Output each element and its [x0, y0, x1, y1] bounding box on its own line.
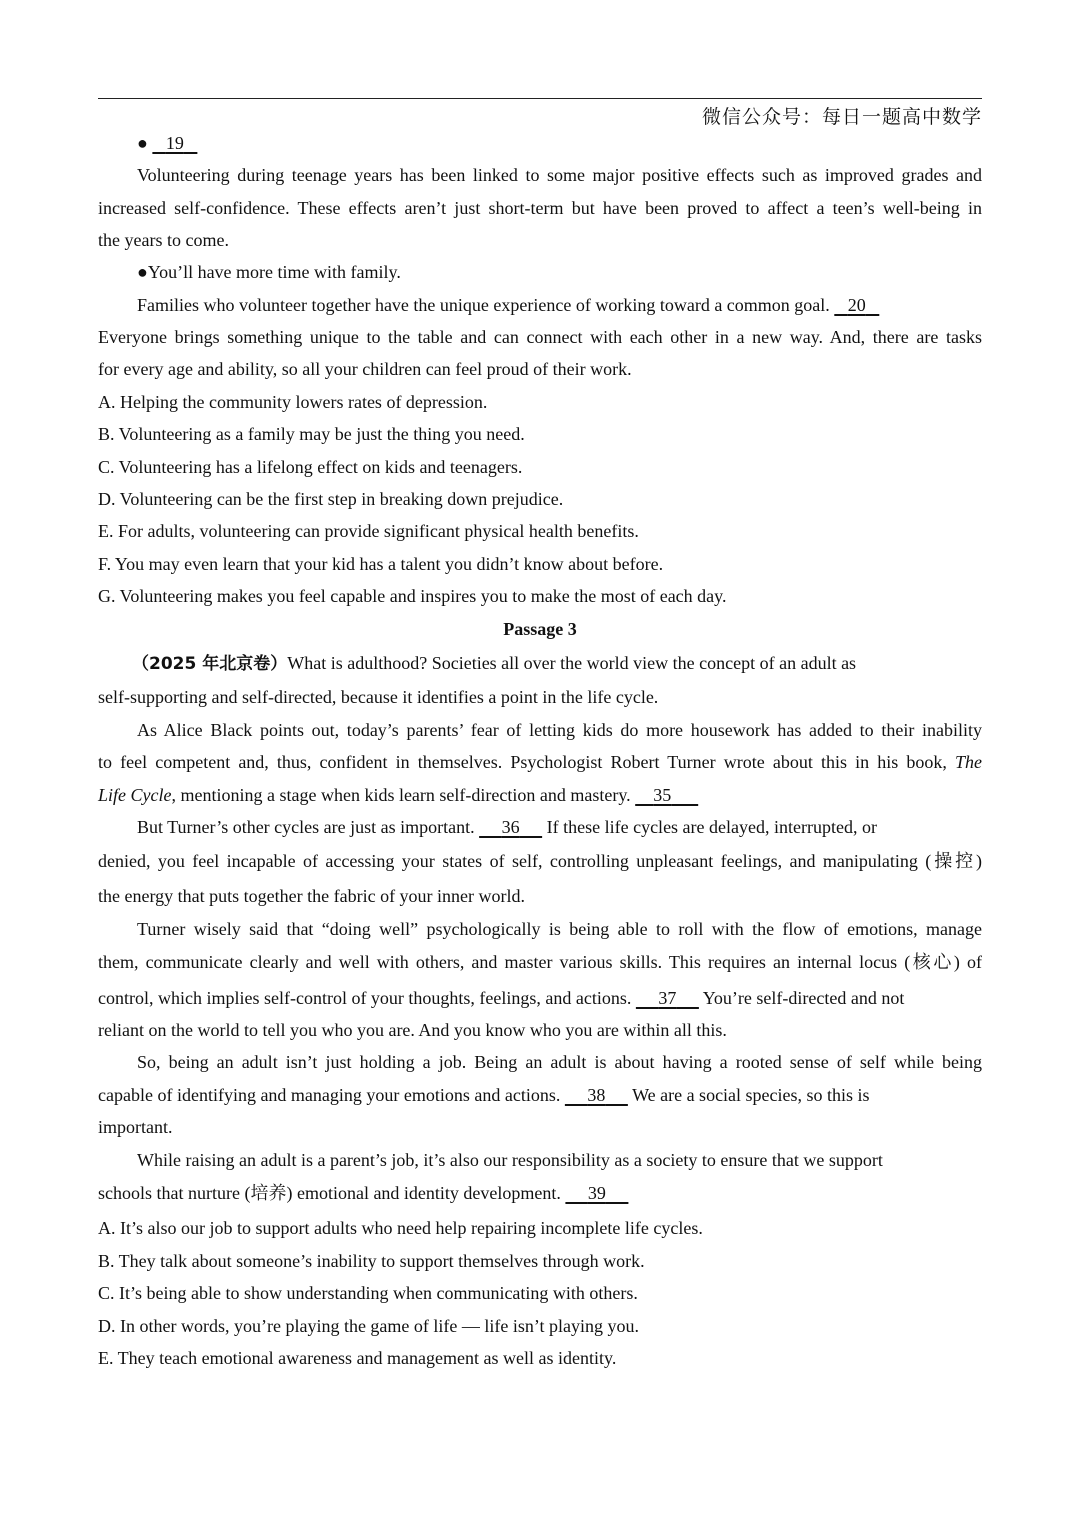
p3-para3-line1: But Turner’s other cycles are just as important. 36 If these life cycles are delayed, interrupted, or: [137, 817, 877, 837]
p3-option-e: E. They teach emotional awareness and management as well as identity.: [98, 1348, 617, 1368]
p2-option-a: A. Helping the community lowers rates of depression.: [98, 392, 488, 412]
book-title-part1: The: [955, 752, 982, 772]
blank-35: 35: [653, 785, 672, 805]
p2-option-f: F. You may even learn that your kid has a talent you didn’t know about before.: [98, 554, 664, 574]
p2-para1-line3: the years to come.: [98, 230, 229, 250]
p2-option-d: D. Volunteering can be the first step in breaking down prejudice.: [98, 489, 564, 509]
p2-para1-line2: increased self-confidence. These effects aren’t just short-term but have been proved to affect a teen’s well-being in: [98, 198, 982, 218]
p2-para2-line3: for every age and ability, so all your children can feel proud of their work.: [98, 359, 632, 379]
p2-para1-line1: Volunteering during teenage years has been linked to some major positive effects such as improved grades and: [137, 165, 982, 185]
p3-para2-line2: to feel competent and, thus, confident in themselves. Psychologist Robert Turner wrote about this in his book, The: [98, 752, 982, 772]
p3-para4-line4: reliant on the world to tell you who you are. And you know who you are within all this.: [98, 1020, 727, 1040]
p3-para5-line3: important.: [98, 1117, 173, 1137]
bullet-dot: ●: [137, 133, 148, 153]
p3-para4-line2: them, communicate clearly and well with others, and master various skills. This requires an internal locus (核心) of: [98, 952, 982, 972]
passage-title: Passage 3: [503, 619, 577, 639]
p3-para2-line1: As Alice Black points out, today’s parents’ fear of letting kids do more housework has added to their inability: [137, 720, 982, 740]
p3-option-a: A. It’s also our job to support adults who need help repairing incomplete life cycles.: [98, 1218, 703, 1238]
p3-option-d: D. In other words, you’re playing the game of life — life isn’t playing you.: [98, 1316, 640, 1336]
book-title-part2: Life Cycle: [98, 785, 172, 805]
bullet-family: ●You’ll have more time with family.: [137, 262, 401, 282]
p2-option-g: G. Volunteering makes you feel capable and inspires you to make the most of each day.: [98, 586, 727, 606]
p2-para2-line1: Families who volunteer together have the unique experience of working toward a common goal. 20: [137, 294, 982, 316]
blank-37: 37: [658, 988, 677, 1008]
blank-20: 20: [847, 295, 866, 315]
p3-para1-line2: self-supporting and self-directed, because it identifies a point in the life cycle.: [98, 687, 659, 707]
source-tag: （2025 年北京卷）: [132, 654, 288, 674]
blank-38: 38: [587, 1085, 606, 1105]
p3-option-b: B. They talk about someone’s inability to support themselves through work.: [98, 1251, 645, 1271]
blank-36: 36: [501, 817, 520, 837]
p3-option-c: C. It’s being able to show understanding when communicating with others.: [98, 1283, 638, 1303]
p2-option-e: E. For adults, volunteering can provide significant physical health benefits.: [98, 521, 639, 541]
p3-para6-line2: schools that nurture (培养) emotional and identity development. 39: [98, 1182, 982, 1204]
p3-para5-line2: capable of identifying and managing your emotions and actions. 38 We are a social species, so this is: [98, 1085, 870, 1105]
p2-option-c: C. Volunteering has a lifelong effect on kids and teenagers.: [98, 457, 523, 477]
p3-para3-line3: the energy that puts together the fabric of your inner world.: [98, 886, 526, 906]
p3-para3-line2: denied, you feel incapable of accessing your states of self, controlling unpleasant feelings, and manipulating (操控): [98, 851, 982, 871]
p2-para2-line2: Everyone brings something unique to the table and can connect with each other in a new way. And, there are tasks: [98, 327, 982, 347]
p3-para1-line1: （2025 年北京卷）What is adulthood? Societies all over the world view the concept of an adult as: [132, 653, 857, 674]
p3-para6-line1: While raising an adult is a parent’s job, it’s also our responsibility as a society to ensure that we support: [137, 1150, 883, 1170]
bullet-19: [137, 132, 982, 154]
header-rule: [98, 98, 982, 99]
blank-39: 39: [587, 1183, 606, 1203]
blank-19: 19: [165, 133, 184, 153]
p3-para2-line3: Life Cycle, mentioning a stage when kids learn self-direction and mastery. 35: [98, 784, 982, 806]
p2-option-b: B. Volunteering as a family may be just the thing you need.: [98, 424, 525, 444]
header-watermark: 微信公众号：每日一题高中数学: [701, 106, 982, 128]
p3-para5-line1: So, being an adult isn’t just holding a job. Being an adult is about having a rooted sense of self while being: [137, 1052, 982, 1072]
p3-para4-line3: control, which implies self-control of your thoughts, feelings, and actions. 37 You’re self-directed and not: [98, 988, 905, 1008]
p3-para4-line1: Turner wisely said that “doing well” psychologically is being able to roll with the flow of emotions, manage: [137, 919, 982, 939]
